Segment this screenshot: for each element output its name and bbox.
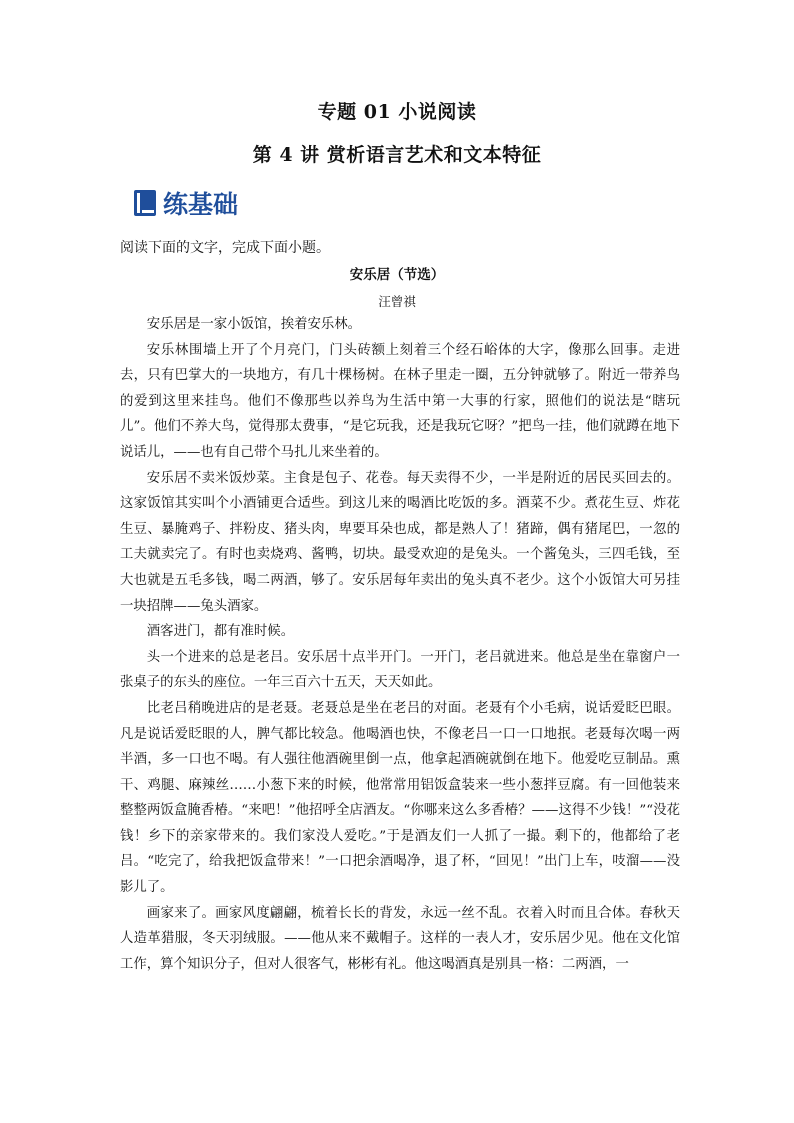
instruction-text: 阅读下面的文字，完成下面小题。 <box>120 240 330 256</box>
story-body <box>120 312 680 977</box>
paragraph: 安乐居是一家小饭馆，挨着安乐林。 <box>146 317 362 332</box>
story-title: 安乐居（节选） <box>349 267 445 283</box>
paragraph: 安乐林围墙上开了个月亮门，门头砖额上刻着三个经石峪体的大字，像那么回事。走进去，只有巴掌大的一块地方，有几十棵杨树。在林子里走一圈，五分钟就够了。附近一带养鸟的爱到这里来挂鸟。他们不像那些以养鸟为生活中第一大事的行家，照他们的说法是“瞎玩儿”。他们不养大鸟，觉得那太费事，“是它玩我，还是我玩它呀？”把鸟一挂，他们就蹲在地下说话儿，——也有自己带个马扎儿来坐着的。 <box>120 342 680 460</box>
lecture-title: 第 4 讲 赏析语言艺术和文本特征 <box>252 144 542 166</box>
story-author: 汪曾祺 <box>378 294 416 309</box>
paragraph: 头一个进来的总是老吕。安乐居十点半开门。一开门，老吕就进来。他总是坐在靠窗户一张桌子的东头的座位。一年三百六十五天，天天如此。 <box>120 649 680 691</box>
paragraph: 安乐居不卖米饭炒菜。主食是包子、花卷。每天卖得不少，一半是附近的居民买回去的。这家饭馆其实叫个小酒铺更合适些。到这儿来的喝酒比吃饭的多。酒菜不少。煮花生豆、炸花生豆、暴腌鸡子、拌粉皮、猪头肉，卑要耳朵也成，都是熟人了！猪蹄，偶有猪尾巴，一忽的工夫就卖完了。有时也卖烧鸡、酱鸭，切块。最受欢迎的是兔头。一个酱兔头，三四毛钱，至大也就是五毛多钱，喝二两酒，够了。安乐居每年卖出的兔头真不老少。这个小饭馆大可另挂一块招牌——兔头酒家。 <box>120 470 680 614</box>
section-label: 练基础 <box>163 190 239 219</box>
book-icon <box>133 189 157 217</box>
section-heading <box>133 186 238 220</box>
paragraph: 画家来了。画家风度翩翩，梳着长长的背发，永远一丝不乱。衣着入时而且合体。春秋天人造革猎服，冬天羽绒服。——他从来不戴帽子。这样的一表人才，安乐居少见。他在文化馆工作，算个知识分子，但对人很客气，彬彬有礼。他这喝酒真是别具一格：二两酒，一 <box>120 905 680 972</box>
paragraph: 酒客进门，都有准时候。 <box>146 624 295 640</box>
page-title: 专题 01 小说阅读 <box>317 101 477 123</box>
paragraph: 比老吕稍晚进店的是老聂。老聂总是坐在老吕的对面。老聂有个小毛病，说话爱眨巴眼。凡是说话爱眨眼的人，脾气都比较急。他喝酒也快，不像老吕一口一口地抿。老聂每次喝一两半酒，多一口也不喝。有人强往他酒碗里倒一点，他拿起酒碗就倒在地下。他爱吃豆制品。熏干、鸡腿、麻辣丝……小葱下来的时候，他常常用铝饭盒装来一些小葱拌豆腐。有一回他装来整整两饭盒腌香椿。“来吧！”他招呼全店酒友。“你哪来这么多香椿？——这得不少钱！”“没花钱！乡下的亲家带来的。我们家没人爱吃。”于是酒友们一人抓了一撮。剩下的，他都给了老吕。“吃完了，给我把饭盒带来！”一口把余酒喝净，退了杯，“回见！”出门上车，吱溜——没影儿了。 <box>120 700 680 896</box>
